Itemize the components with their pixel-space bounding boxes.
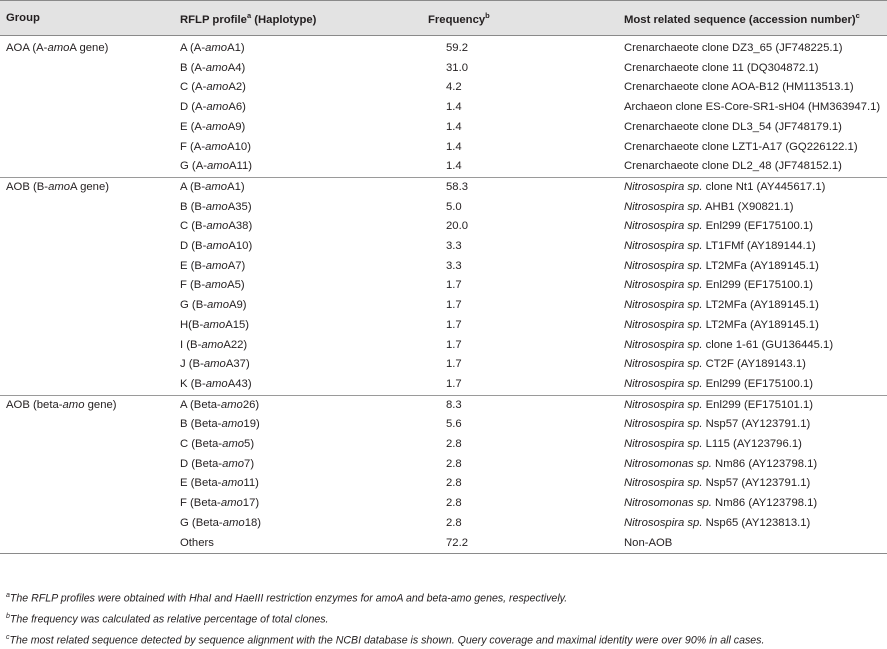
rflp-profile-cell: C (B-amoA38) (180, 220, 253, 233)
group-cell (0, 316, 180, 336)
table-row (0, 118, 887, 138)
footnote-c: $^c$The most related sequence detected by sequence alignment with the NCBI database is shown. Query coverage and maximal identity were over 90% in all cases. (6, 633, 765, 647)
frequency-cell: 1.4 (446, 120, 462, 133)
frequency-cell: 3.3 (446, 259, 462, 272)
table-row (0, 355, 887, 375)
rflp-profile-cell: A (Beta-amo26) (180, 395, 428, 415)
frequency-cell: 2.8 (446, 477, 462, 490)
frequency-cell: 3.3 (446, 240, 462, 253)
group-cell (0, 336, 180, 356)
frequency-cell: 1.7 (446, 299, 462, 312)
group-cell (0, 534, 180, 554)
frequency-cell: 1.7 (446, 358, 462, 371)
group-cell (0, 138, 180, 158)
rflp-profile-cell: F (B-amoA5) (180, 279, 245, 292)
table-row (0, 415, 887, 435)
related-sequence-cell: Nitrosospira sp. Enl299 (EF175100.1) (624, 279, 814, 292)
table-row (0, 435, 887, 455)
frequency-cell: 1.4 (446, 160, 462, 173)
table-row (0, 276, 887, 296)
related-sequence-cell: Nitrosospira sp. LT2MFa (AY189145.1) (624, 318, 819, 331)
header-row (0, 1, 887, 36)
rflp-profile-cell: C (A-amoA2) (180, 81, 246, 94)
rflp-profile-cell: H(B-amoA15) (180, 318, 250, 331)
rflp-profile-cell: J (B-amoA37) (180, 358, 250, 371)
frequency-cell: 1.4 (446, 140, 462, 153)
related-sequence-cell: Nitrosomonas sp. Nm86 (AY123798.1) (624, 497, 818, 510)
group-cell (0, 455, 180, 475)
table-body (0, 36, 887, 554)
table-row (0, 257, 887, 277)
table-row (0, 138, 887, 158)
frequency-cell: 1.7 (446, 377, 462, 390)
rflp-profile-cell: G (B-amoA9) (180, 299, 247, 312)
rflp-profile-cell: G (A-amoA11) (180, 160, 253, 173)
related-sequence-cell: Nitrosospira sp. clone Nt1 (AY445617.1) (624, 177, 887, 197)
group-cell (0, 296, 180, 316)
group-cell (0, 435, 180, 455)
group-cell: AOB (beta-amo gene) (0, 395, 180, 415)
table-row (0, 494, 887, 514)
rflp-profile-cell: D (Beta-amo7) (180, 457, 255, 470)
related-sequence-cell: Nitrosospira sp. AHB1 (X90821.1) (624, 200, 794, 213)
related-sequence-cell: Nitrosospira sp. CT2F (AY189143.1) (624, 358, 806, 371)
table-row (0, 375, 887, 395)
related-sequence-cell: Crenarchaeote clone LZT1-A17 (GQ226122.1) (624, 140, 858, 153)
rflp-profile-cell: B (B-amoA35) (180, 200, 252, 213)
table-row (0, 336, 887, 356)
frequency-cell: 2.8 (446, 438, 462, 451)
rflp-profile-cell: D (A-amoA6) (180, 101, 246, 114)
frequency-cell: 2.8 (446, 516, 462, 529)
rflp-profile-cell: I (B-amoA22) (180, 338, 248, 351)
group-cell (0, 355, 180, 375)
table-row (0, 237, 887, 257)
rflp-profile-cell: Others (180, 534, 428, 554)
frequency-cell: 1.7 (446, 318, 462, 331)
related-sequence-cell: Crenarchaeote clone DZ3_65 (JF748225.1) (624, 42, 843, 54)
rflp-profile-cell: A (A-amoA1) (180, 42, 245, 54)
table-row (0, 316, 887, 336)
group-cell (0, 276, 180, 296)
related-sequence-cell: Nitrosospira sp. Enl299 (EF175101.1) (624, 395, 887, 415)
related-sequence-cell: Nitrosospira sp. Enl299 (EF175100.1) (624, 377, 814, 390)
rflp-profile-cell: B (Beta-amo19) (180, 418, 260, 431)
group-cell: AOB (B-amoA gene) (0, 177, 180, 197)
related-sequence-cell: Nitrosospira sp. LT2MFa (AY189145.1) (624, 299, 819, 312)
table-row (0, 78, 887, 98)
header-frequency: Frequency$^b$ (428, 1, 624, 36)
footnote-a: $^a$The RFLP profiles were obtained with HhaI and HaeIII restriction enzymes for amoA and beta-amo genes, respectively. (6, 592, 568, 605)
rflp-profile-cell: E (A-amoA9) (180, 120, 246, 133)
related-sequence-cell: Nitrosospira sp. Enl299 (EF175100.1) (624, 220, 814, 233)
footnote-b: $^b$The frequency was calculated as relative percentage of total clones. (6, 612, 329, 626)
table-row (0, 157, 887, 177)
group-cell (0, 514, 180, 534)
frequency-cell: 31.0 (446, 61, 468, 74)
frequency-cell: 59.2 (446, 42, 468, 54)
group-cell: AOA (A-amoA gene) (6, 42, 109, 54)
table-row (0, 98, 887, 118)
group-cell (0, 157, 180, 177)
header-related-sequence: Most related sequence (accession number)$^c$ (624, 1, 887, 36)
related-sequence-cell: Crenarchaeote clone DL2_48 (JF748152.1) (624, 160, 842, 173)
related-sequence-cell: Nitrosospira sp. LT1FMf (AY189144.1) (624, 240, 816, 253)
table-row (0, 474, 887, 494)
rflp-profile-cell: B (A-amoA4) (180, 61, 246, 74)
group-cell (0, 494, 180, 514)
frequency-cell: 5.0 (446, 200, 462, 213)
table-row (0, 395, 887, 415)
related-sequence-cell: Crenarchaeote clone 11 (DQ304872.1) (624, 61, 819, 74)
table-row (0, 455, 887, 475)
related-sequence-cell: Nitrosospira sp. LT2MFa (AY189145.1) (624, 259, 819, 272)
group-cell (0, 78, 180, 98)
rflp-profile-cell: F (Beta-amo17) (180, 497, 260, 510)
related-sequence-cell: Non-AOB (624, 534, 887, 554)
group-cell (0, 118, 180, 138)
related-sequence-cell: Nitrosospira sp. Nsp57 (AY123791.1) (624, 477, 811, 490)
related-sequence-cell: Nitrosospira sp. clone 1-61 (GU136445.1) (624, 338, 834, 351)
table-row (0, 59, 887, 79)
table-row (0, 217, 887, 237)
group-cell (0, 474, 180, 494)
rflp-profile-cell: C (Beta-amo5) (180, 438, 255, 451)
related-sequence-cell: Nitrosospira sp. Nsp65 (AY123813.1) (624, 516, 811, 529)
rflp-profile-cell: E (Beta-amo11) (180, 477, 259, 490)
frequency-cell: 72.2 (428, 534, 624, 554)
related-sequence-cell: Nitrosospira sp. L115 (AY123796.1) (624, 438, 802, 451)
group-cell (0, 217, 180, 237)
group-cell (0, 59, 180, 79)
rflp-profile-cell: G (Beta-amo18) (180, 516, 262, 529)
table-row (0, 514, 887, 534)
header-rflp-profile: RFLP profile$^a$ (Haplotype) (180, 1, 428, 36)
related-sequence-cell: Crenarchaeote clone AOA-B12 (HM113513.1) (624, 81, 854, 94)
rflp-profile-cell: K (B-amoA43) (180, 377, 252, 390)
header-group: Group (0, 1, 180, 36)
frequency-cell: 1.7 (446, 338, 462, 351)
related-sequence-cell: Archaeon clone ES-Core-SR1-sH04 (HM363947.1) (624, 101, 881, 114)
group-cell (0, 198, 180, 218)
frequency-cell: 2.8 (446, 497, 462, 510)
footnotes (6, 587, 882, 649)
frequency-cell: 2.8 (446, 457, 462, 470)
frequency-cell: 5.6 (446, 418, 462, 431)
table-row (0, 198, 887, 218)
frequency-cell: 4.2 (446, 81, 462, 94)
group-cell (0, 98, 180, 118)
frequency-cell: 58.3 (428, 177, 624, 197)
group-cell (0, 237, 180, 257)
related-sequence-cell: Nitrosomonas sp. Nm86 (AY123798.1) (624, 457, 818, 470)
group-cell (0, 415, 180, 435)
frequency-cell: 1.4 (446, 101, 462, 114)
frequency-cell: 20.0 (446, 220, 468, 233)
rflp-profile-cell: A (B-amoA1) (180, 177, 428, 197)
table-row (0, 36, 887, 59)
related-sequence-cell: Crenarchaeote clone DL3_54 (JF748179.1) (624, 120, 842, 133)
table-row (0, 534, 887, 554)
table-row (0, 177, 887, 197)
related-sequence-cell: Nitrosospira sp. Nsp57 (AY123791.1) (624, 418, 811, 431)
frequency-cell: 8.3 (428, 395, 624, 415)
table-row (0, 296, 887, 316)
rflp-profile-cell: D (B-amoA10) (180, 240, 253, 253)
group-cell (0, 257, 180, 277)
rflp-profile-cell: E (B-amoA7) (180, 259, 246, 272)
frequency-cell: 1.7 (446, 279, 462, 292)
group-cell (0, 375, 180, 395)
rflp-profile-cell: F (A-amoA10) (180, 140, 251, 153)
